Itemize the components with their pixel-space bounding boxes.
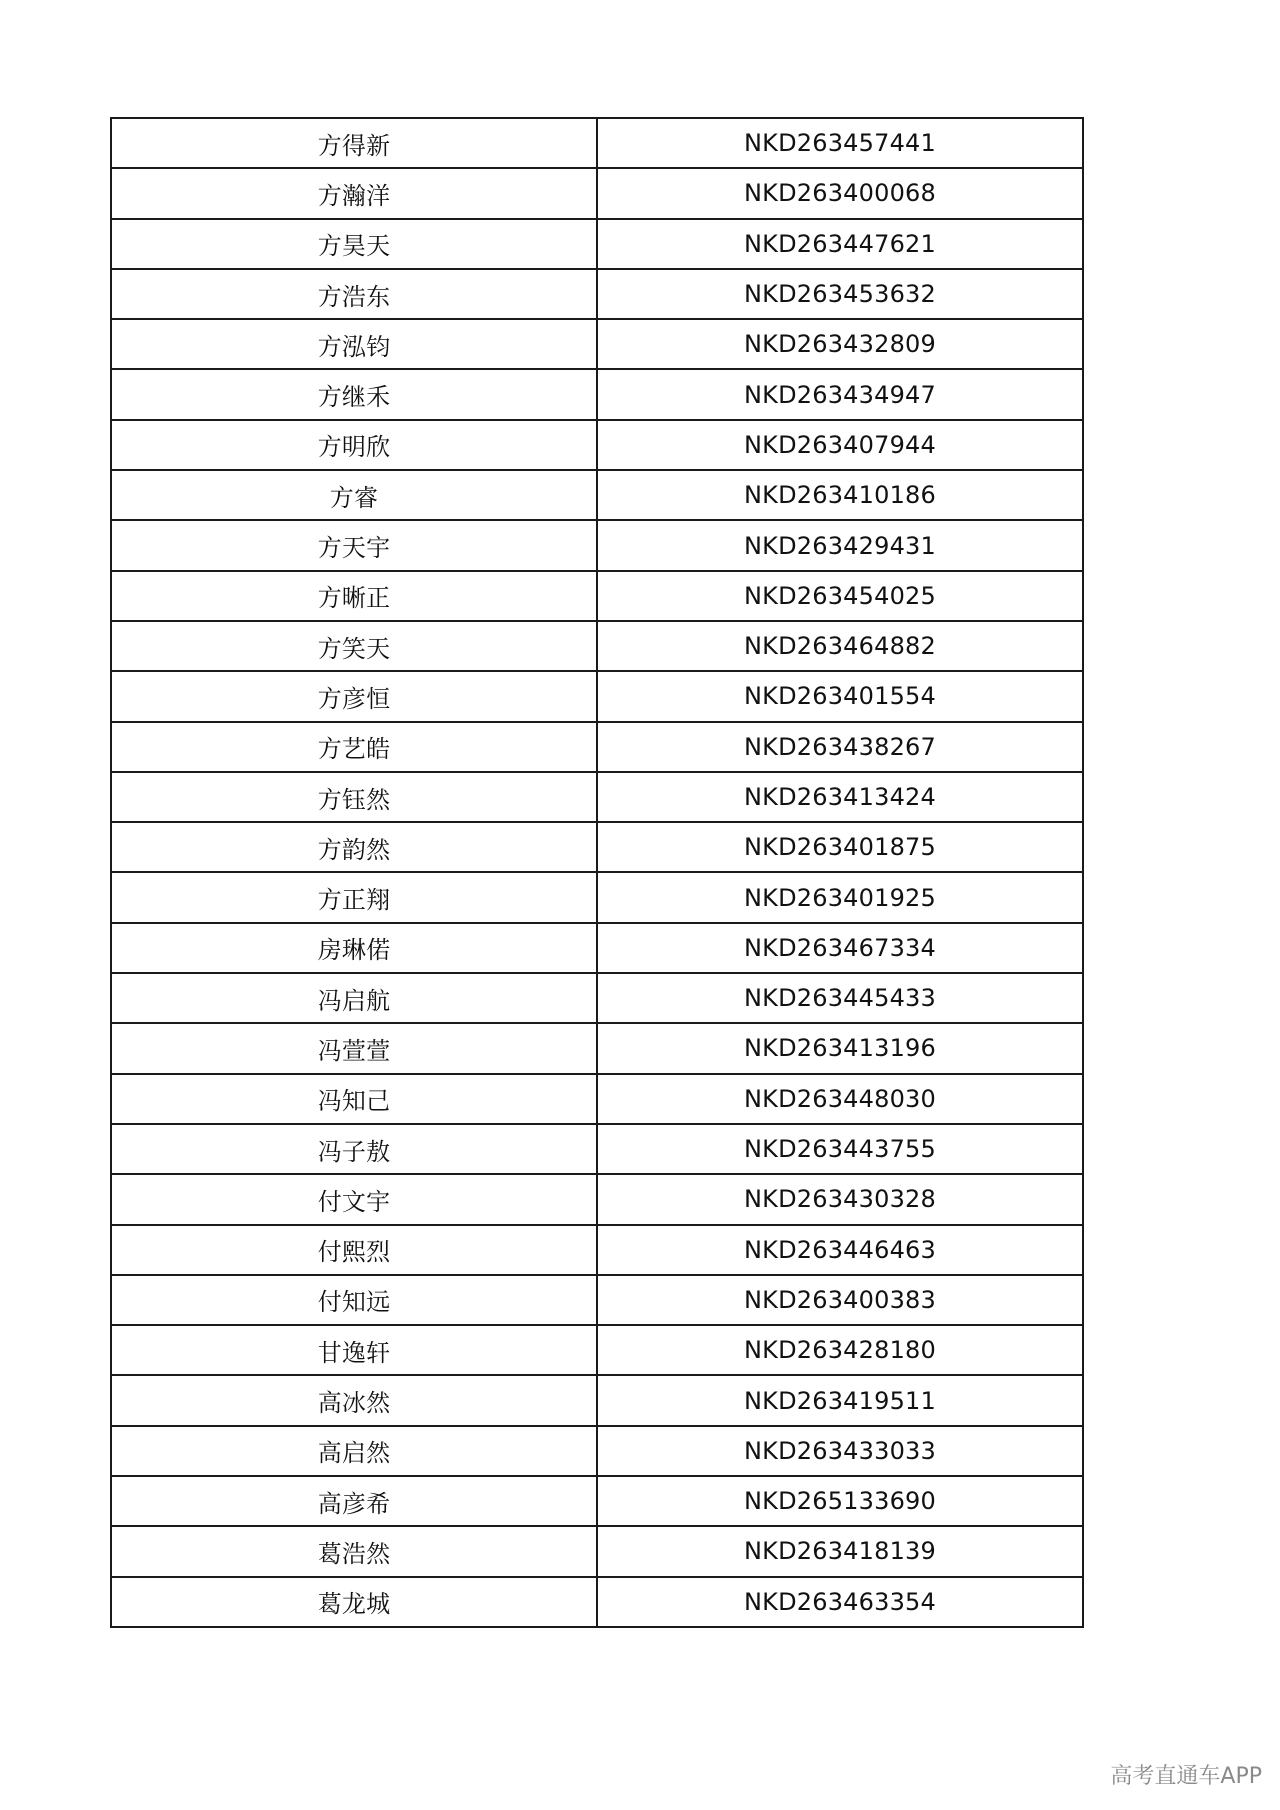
name-cell: 方正翔	[111, 872, 597, 922]
table-row	[111, 219, 1083, 269]
id-cell: NKD263432809	[597, 319, 1083, 369]
id-cell: NKD263428180	[597, 1325, 1083, 1375]
name-cell: 高彦希	[111, 1476, 597, 1526]
name-cell: 冯知己	[111, 1074, 597, 1124]
table-row	[111, 621, 1083, 671]
id-cell: NKD265133690	[597, 1476, 1083, 1526]
id-cell: NKD263419511	[597, 1375, 1083, 1425]
name-cell: 方泓钧	[111, 319, 597, 369]
name-cell: 方韵然	[111, 822, 597, 872]
id-cell: NKD263418139	[597, 1526, 1083, 1576]
table-row	[111, 571, 1083, 621]
id-cell: NKD263413196	[597, 1023, 1083, 1073]
watermark-text: 高考直通车APP	[1110, 1764, 1262, 1789]
table-row	[111, 1325, 1083, 1375]
id-cell: NKD263434947	[597, 369, 1083, 419]
id-cell: NKD263447621	[597, 219, 1083, 269]
id-cell: NKD263467334	[597, 923, 1083, 973]
name-cell: 付文宇	[111, 1174, 597, 1224]
name-cell: 方彦恒	[111, 671, 597, 721]
id-cell: NKD263407944	[597, 420, 1083, 470]
id-cell: NKD263454025	[597, 571, 1083, 621]
table-row	[111, 1023, 1083, 1073]
table-row	[111, 118, 1083, 168]
name-cell: 方得新	[111, 118, 597, 168]
name-cell: 葛浩然	[111, 1526, 597, 1576]
table-row	[111, 369, 1083, 419]
name-cell: 方笑天	[111, 621, 597, 671]
roster-table-body	[111, 118, 1083, 1627]
id-cell: NKD263433033	[597, 1426, 1083, 1476]
table-row	[111, 470, 1083, 520]
table-row	[111, 973, 1083, 1023]
id-cell: NKD263445433	[597, 973, 1083, 1023]
table-row	[111, 923, 1083, 973]
name-cell: 葛龙城	[111, 1577, 597, 1627]
id-cell: NKD263446463	[597, 1225, 1083, 1275]
table-row	[111, 772, 1083, 822]
table-row	[111, 722, 1083, 772]
table-row	[111, 671, 1083, 721]
id-cell: NKD263438267	[597, 722, 1083, 772]
id-cell: NKD263464882	[597, 621, 1083, 671]
name-cell: 付知远	[111, 1275, 597, 1325]
id-cell: NKD263429431	[597, 520, 1083, 570]
name-cell: 冯启航	[111, 973, 597, 1023]
table-row	[111, 1225, 1083, 1275]
name-cell: 房琳偌	[111, 923, 597, 973]
table-row	[111, 420, 1083, 470]
table-row	[111, 1124, 1083, 1174]
table-row	[111, 1476, 1083, 1526]
id-cell: NKD263448030	[597, 1074, 1083, 1124]
table-row	[111, 872, 1083, 922]
table-row	[111, 1275, 1083, 1325]
name-cell: 方浩东	[111, 269, 597, 319]
name-cell: 方继禾	[111, 369, 597, 419]
table-row	[111, 520, 1083, 570]
id-cell: NKD263401925	[597, 872, 1083, 922]
roster-table	[110, 117, 1084, 1628]
table-row	[111, 1526, 1083, 1576]
name-cell: 高冰然	[111, 1375, 597, 1425]
name-cell: 方晰正	[111, 571, 597, 621]
table-row	[111, 1074, 1083, 1124]
id-cell: NKD263457441	[597, 118, 1083, 168]
name-cell: 冯子敖	[111, 1124, 597, 1174]
id-cell: NKD263400383	[597, 1275, 1083, 1325]
name-cell: 付熙烈	[111, 1225, 597, 1275]
name-cell: 方钰然	[111, 772, 597, 822]
name-cell: 方艺皓	[111, 722, 597, 772]
table-row	[111, 168, 1083, 218]
table-row	[111, 269, 1083, 319]
name-cell: 方昊天	[111, 219, 597, 269]
name-cell: 甘逸轩	[111, 1325, 597, 1375]
id-cell: NKD263453632	[597, 269, 1083, 319]
id-cell: NKD263463354	[597, 1577, 1083, 1627]
table-row	[111, 1174, 1083, 1224]
table-row	[111, 319, 1083, 369]
id-cell: NKD263410186	[597, 470, 1083, 520]
name-cell: 高启然	[111, 1426, 597, 1476]
table-row	[111, 822, 1083, 872]
id-cell: NKD263430328	[597, 1174, 1083, 1224]
name-cell: 方睿	[111, 470, 597, 520]
table-row	[111, 1375, 1083, 1425]
name-cell: 方天宇	[111, 520, 597, 570]
name-cell: 方明欣	[111, 420, 597, 470]
id-cell: NKD263401554	[597, 671, 1083, 721]
name-cell: 冯萱萱	[111, 1023, 597, 1073]
table-row	[111, 1577, 1083, 1627]
table-row	[111, 1426, 1083, 1476]
name-cell: 方瀚洋	[111, 168, 597, 218]
id-cell: NKD263443755	[597, 1124, 1083, 1174]
id-cell: NKD263413424	[597, 772, 1083, 822]
id-cell: NKD263400068	[597, 168, 1083, 218]
id-cell: NKD263401875	[597, 822, 1083, 872]
